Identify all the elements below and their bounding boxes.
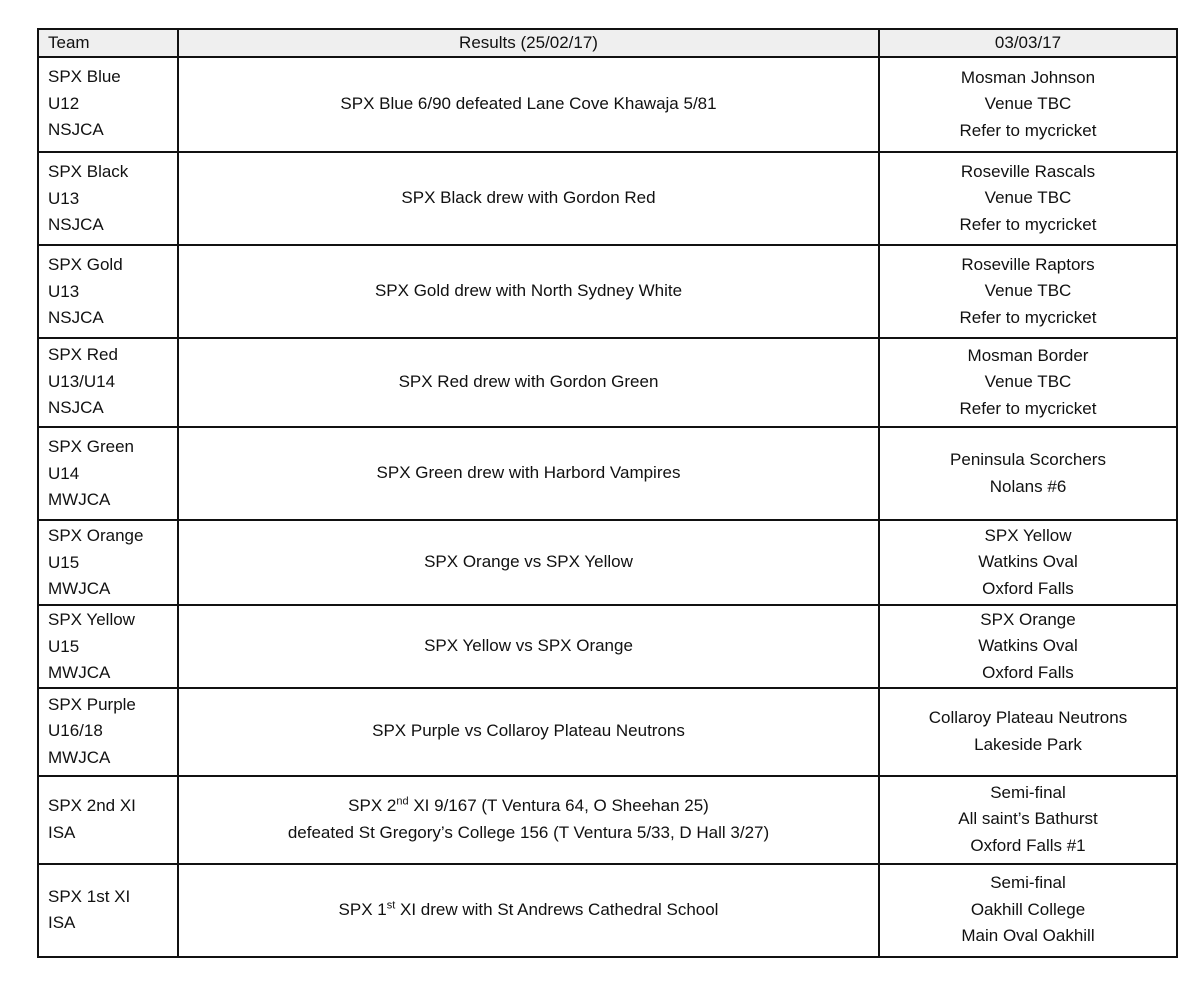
table-row bbox=[38, 688, 1177, 776]
result-cell bbox=[178, 864, 879, 957]
next-fixture-cell bbox=[879, 427, 1177, 520]
results-column-header: Results (25/02/17) bbox=[178, 29, 879, 57]
next-venue: Watkins Oval bbox=[978, 552, 1078, 572]
team-name: SPX 1st XI bbox=[48, 886, 131, 906]
team-association: MWJCA bbox=[48, 490, 111, 509]
team-name: SPX 2nd XI bbox=[48, 796, 136, 815]
next-opponent: Mosman Johnson bbox=[960, 67, 1096, 87]
team-cell bbox=[38, 776, 178, 864]
table-row bbox=[38, 245, 1177, 338]
result-cell bbox=[178, 688, 879, 776]
next-opponent: Mosman Border bbox=[967, 345, 1089, 365]
table-row bbox=[38, 776, 1177, 864]
next-opponent: Collaroy Plateau Neutrons bbox=[928, 708, 1128, 727]
ordinal-suffix: st bbox=[386, 899, 396, 912]
table-row bbox=[38, 864, 1177, 957]
result-cell bbox=[178, 245, 879, 338]
next-opponent: Roseville Rascals bbox=[960, 161, 1096, 181]
team-association: NSJCA bbox=[48, 398, 104, 417]
result-text: SPX Green drew with Harbord Vampires bbox=[376, 463, 681, 483]
next-fixture-cell bbox=[879, 338, 1177, 427]
next-venue: Oxford Falls #1 bbox=[970, 835, 1086, 855]
result-text: SPX Yellow vs SPX Orange bbox=[424, 636, 633, 655]
table-row bbox=[38, 57, 1177, 152]
next-fixture-cell bbox=[879, 57, 1177, 152]
next-venue: Watkins Oval bbox=[978, 636, 1078, 655]
result-text: SPX Black drew with Gordon Red bbox=[401, 188, 656, 208]
team-age-group: U12 bbox=[48, 93, 80, 113]
result-text: SPX Gold drew with North Sydney White bbox=[374, 281, 683, 301]
next-note: Refer to mycricket bbox=[959, 307, 1097, 327]
next-fixture-cell bbox=[879, 605, 1177, 688]
team-association: NSJCA bbox=[48, 120, 104, 139]
next-venue: Venue TBC bbox=[984, 372, 1072, 392]
result-cell bbox=[178, 605, 879, 688]
ordinal-suffix: nd bbox=[396, 795, 409, 808]
team-name: SPX Gold bbox=[48, 255, 123, 274]
team-association: ISA bbox=[48, 822, 76, 842]
result-text-prefix: SPX 1 bbox=[338, 899, 387, 919]
result-text: SPX Blue 6/90 defeated Lane Cove Khawaja 5/81 bbox=[340, 94, 717, 114]
result-text-rest: XI 9/167 (T Ventura 64, O Sheehan 25) bbox=[408, 796, 709, 815]
next-opponent: All saint’s Bathurst bbox=[958, 809, 1098, 829]
team-cell bbox=[38, 245, 178, 338]
team-cell bbox=[38, 864, 178, 957]
team-name: SPX Yellow bbox=[48, 610, 135, 629]
team-association: MWJCA bbox=[48, 663, 111, 682]
next-venue: Venue TBC bbox=[984, 281, 1072, 301]
team-association: NSJCA bbox=[48, 308, 104, 327]
result-text: SPX Red drew with Gordon Green bbox=[398, 372, 659, 392]
next-note: Refer to mycricket bbox=[959, 214, 1097, 234]
team-name: SPX Black bbox=[48, 162, 129, 181]
team-age-group: U14 bbox=[48, 463, 80, 483]
result-text: SPX Purple vs Collaroy Plateau Neutrons bbox=[372, 721, 685, 741]
next-fixture-cell bbox=[879, 864, 1177, 957]
team-age-group: U16/18 bbox=[48, 721, 103, 740]
team-name: SPX Blue bbox=[48, 67, 121, 86]
team-name: SPX Orange bbox=[48, 526, 144, 545]
table-row bbox=[38, 338, 1177, 427]
team-name: SPX Purple bbox=[48, 694, 136, 714]
table-row bbox=[38, 152, 1177, 245]
next-note: Refer to mycricket bbox=[959, 120, 1097, 140]
next-venue: Nolans #6 bbox=[989, 476, 1067, 496]
next-fixture-column-header: 03/03/17 bbox=[879, 29, 1177, 57]
next-note: Refer to mycricket bbox=[959, 398, 1097, 418]
table-row bbox=[38, 605, 1177, 688]
team-association: MWJCA bbox=[48, 747, 111, 767]
team-name: SPX Red bbox=[48, 345, 118, 364]
next-note: Oxford Falls bbox=[982, 578, 1074, 598]
next-note: Oxford Falls bbox=[982, 662, 1074, 682]
result-text-rest: XI drew with St Andrews Cathedral School bbox=[395, 899, 719, 919]
next-fixture-cell bbox=[879, 776, 1177, 864]
next-venue: Venue TBC bbox=[984, 94, 1072, 114]
team-association: MWJCA bbox=[48, 579, 111, 598]
next-venue: Venue TBC bbox=[984, 188, 1072, 208]
result-text-line2: defeated St Gregory’s College 156 (T Ventura 5/33, D Hall 3/27) bbox=[287, 822, 770, 842]
next-opponent: Peninsula Scorchers bbox=[950, 450, 1106, 469]
result-text bbox=[187, 897, 870, 924]
result-text: SPX Orange vs SPX Yellow bbox=[424, 552, 633, 572]
result-text-prefix: SPX 2 bbox=[348, 796, 397, 815]
team-association: NSJCA bbox=[48, 215, 104, 234]
result-cell bbox=[178, 776, 879, 864]
result-cell bbox=[178, 520, 879, 605]
team-cell bbox=[38, 688, 178, 776]
next-opponent: SPX Orange bbox=[980, 609, 1076, 629]
next-stage: Semi-final bbox=[990, 782, 1066, 802]
result-cell bbox=[178, 427, 879, 520]
result-cell bbox=[178, 152, 879, 245]
next-fixture-cell bbox=[879, 688, 1177, 776]
next-opponent: Roseville Raptors bbox=[961, 254, 1095, 274]
table-row bbox=[38, 427, 1177, 520]
next-venue: Lakeside Park bbox=[974, 734, 1082, 754]
next-venue: Main Oval Oakhill bbox=[961, 926, 1095, 946]
next-fixture-cell bbox=[879, 152, 1177, 245]
team-column-header: Team bbox=[38, 29, 178, 57]
table-row bbox=[38, 520, 1177, 605]
team-age-group: U13/U14 bbox=[48, 371, 116, 391]
team-age-group: U15 bbox=[48, 552, 80, 572]
next-fixture-cell bbox=[879, 520, 1177, 605]
team-association: ISA bbox=[48, 913, 76, 932]
team-age-group: U13 bbox=[48, 188, 80, 208]
team-cell bbox=[38, 520, 178, 605]
team-cell bbox=[38, 427, 178, 520]
team-name: SPX Green bbox=[48, 437, 134, 456]
results-table bbox=[37, 28, 1178, 958]
header-row bbox=[38, 29, 1177, 57]
team-age-group: U13 bbox=[48, 281, 80, 301]
result-cell bbox=[178, 57, 879, 152]
team-cell bbox=[38, 57, 178, 152]
result-text bbox=[187, 793, 870, 820]
team-cell bbox=[38, 605, 178, 688]
team-age-group: U15 bbox=[48, 636, 80, 656]
next-opponent: Oakhill College bbox=[970, 899, 1086, 919]
team-cell bbox=[38, 152, 178, 245]
next-stage: Semi-final bbox=[990, 873, 1066, 893]
next-fixture-cell bbox=[879, 245, 1177, 338]
result-cell bbox=[178, 338, 879, 427]
next-opponent: SPX Yellow bbox=[984, 525, 1072, 545]
team-cell bbox=[38, 338, 178, 427]
